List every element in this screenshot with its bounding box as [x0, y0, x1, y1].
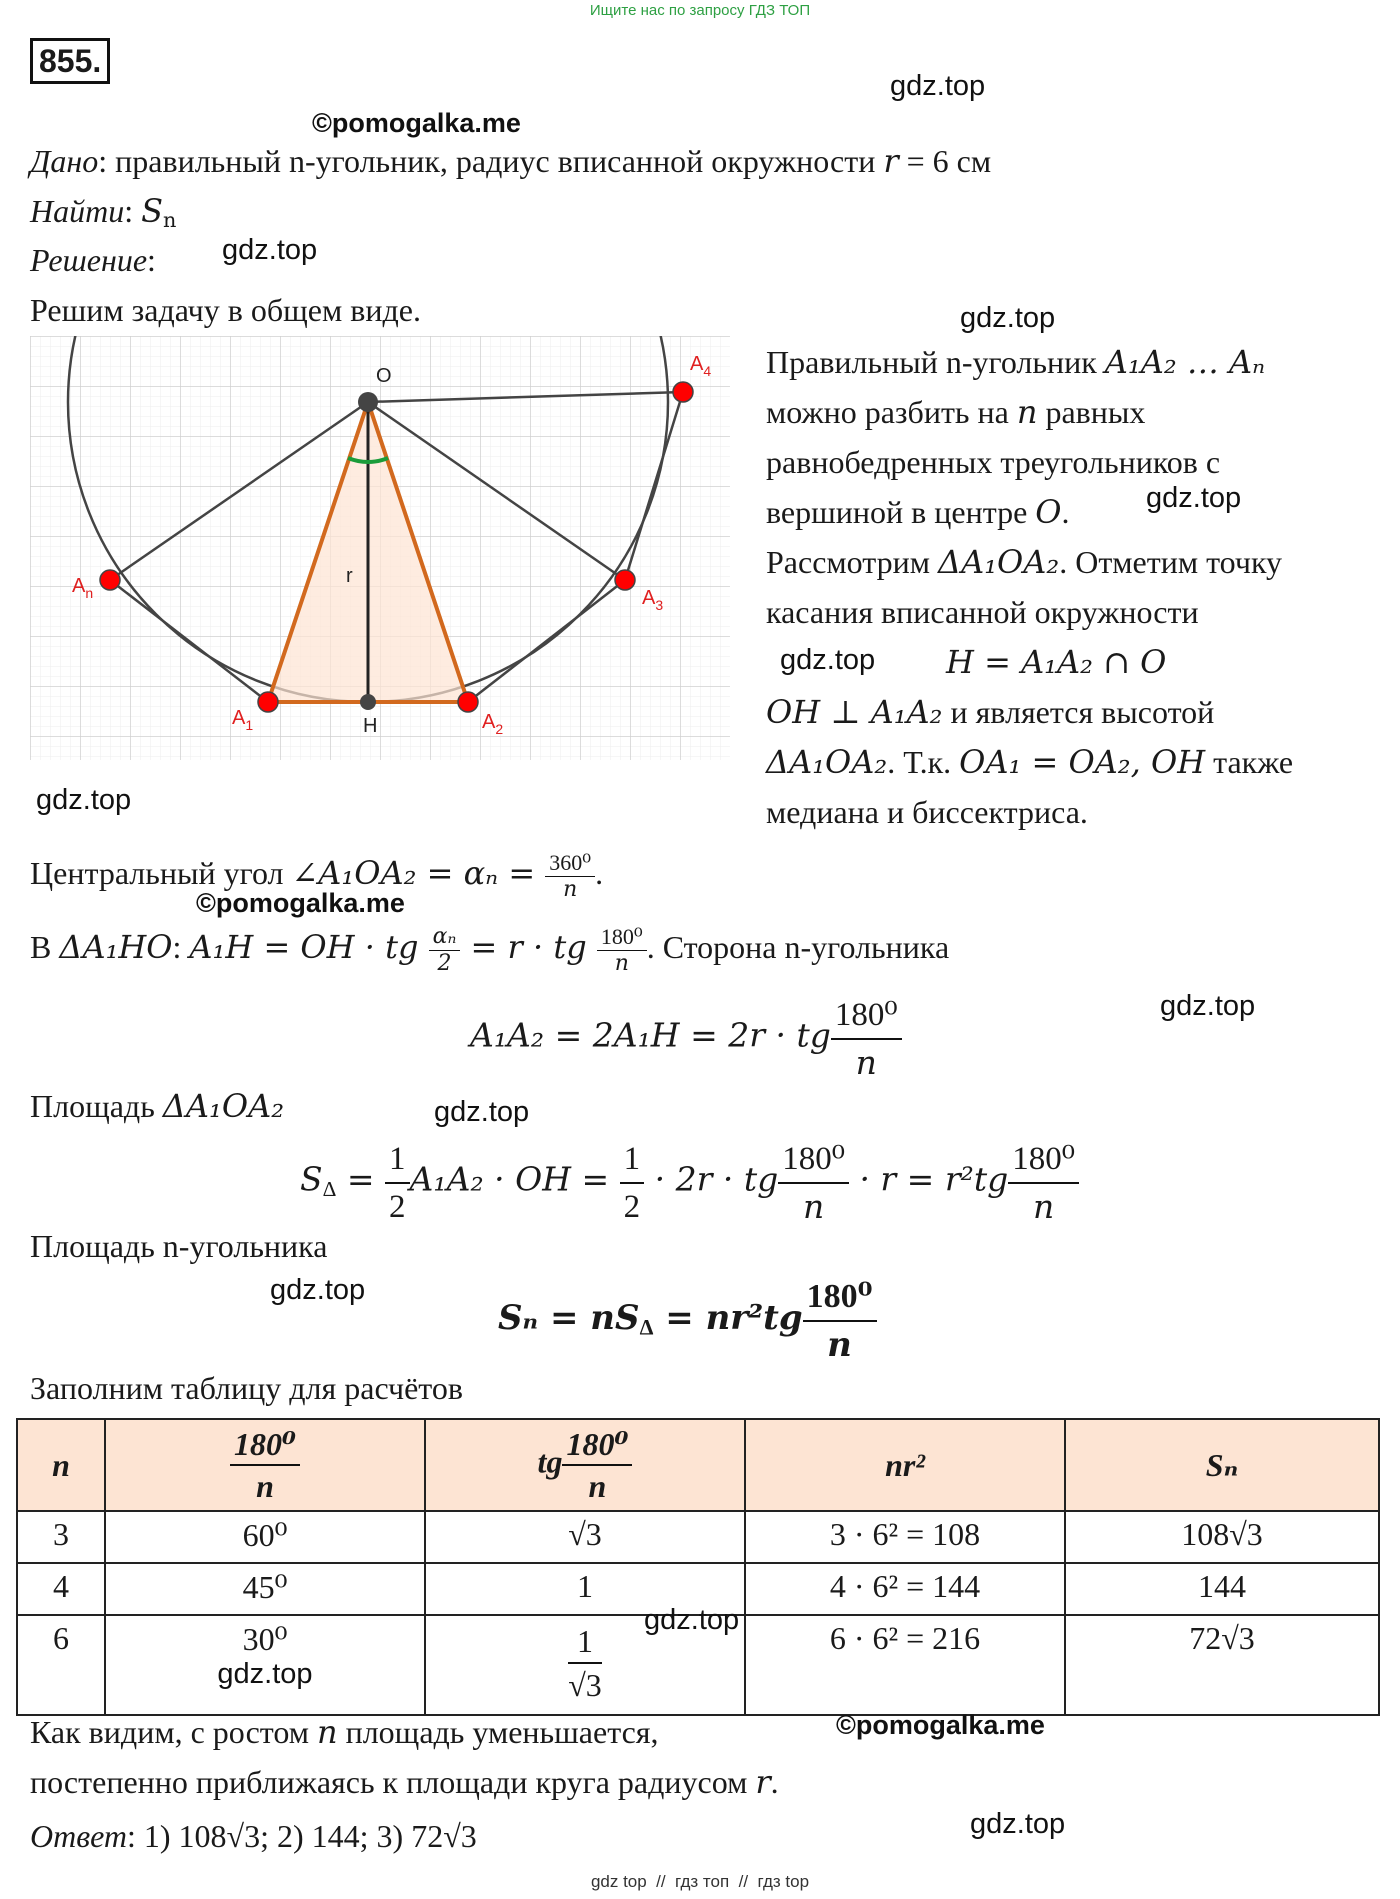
label-A4: $A_4$: [690, 353, 712, 379]
conclusion-line-2: постепенно приближаясь к площади круга радиусом r.: [30, 1763, 779, 1801]
cell-n: 4: [17, 1563, 105, 1615]
table-intro: Заполним таблицу для расчётов: [30, 1370, 463, 1406]
cell-n: 6: [17, 1615, 105, 1715]
area-triangle-formula: $S_\Delta$ = $\frac{1}{2}$ A₁A₂ · OH = $\frac{1}{2}$ · 2r · tg $\frac{\text{180⁰}}{n}$ · r = r²tg $\frac{\text{180⁰}}{n}$: [300, 1136, 1079, 1230]
area-ngon-formula: $S_n = nS_\Delta = nr^2tg$ $\frac{\text{180⁰}}{n}$: [498, 1274, 877, 1368]
header-angle: $\frac{\text{180⁰}}{n}$: [105, 1419, 425, 1511]
cell-tg: $\frac{1}{√3}$: [425, 1615, 745, 1715]
watermark-pomogalka: ©pomogalka.me: [836, 1710, 1045, 1740]
cell-nr2: 6 · 6² = 216: [745, 1615, 1065, 1715]
label-A2: $A_2$: [482, 711, 504, 737]
watermark-gdz: gdz.top: [960, 302, 1056, 334]
problem-number: 855.: [30, 38, 110, 84]
cell-nr2: 4 · 6² = 144: [745, 1563, 1065, 1615]
header-tg: tg $\frac{\text{180⁰}}{n}$: [425, 1419, 745, 1511]
header-n: n: [17, 1419, 105, 1511]
point-H: [360, 694, 376, 710]
top-banner[interactable]: Ищите нас по запросу ГДЗ ТОП: [589, 2, 811, 19]
label-A3: $A_3$: [642, 587, 664, 613]
watermark-pomogalka: ©pomogalka.me: [196, 888, 405, 918]
watermark-pomogalka: ©pomogalka.me: [312, 108, 521, 138]
find-line: Найти: $S_n$: [30, 192, 177, 233]
cell-angle: 45⁰: [105, 1563, 425, 1615]
point-An: [100, 570, 120, 590]
cell-tg: √3: [425, 1511, 745, 1563]
point-A2: [458, 692, 478, 712]
cell-angle: 30⁰ gdz.top: [105, 1615, 425, 1715]
half-side-line: В ΔA₁HO: A₁H = OH · tg $\frac{\text{αₙ}}{2}$ = r · tg $\frac{\text{180⁰}}{n}$ . Сторона n-угольника: [30, 924, 950, 976]
answer-line: Ответ: 1) 108√3; 2) 144; 3) 72√3: [30, 1818, 477, 1854]
point-A3: [615, 570, 635, 590]
side-formula: A₁A₂ = 2A₁H = 2r · tg $\frac{\text{180⁰}}{n}$: [470, 992, 902, 1086]
watermark-gdz: gdz.top: [780, 644, 876, 676]
point-O: [358, 392, 378, 412]
cell-Sn: 108√3: [1065, 1511, 1379, 1563]
watermark-gdz: gdz.top: [890, 70, 986, 102]
polygon-diagram: [30, 336, 730, 760]
conclusion-line-1: Как видим, с ростом n площадь уменьшается,: [30, 1713, 659, 1751]
watermark-gdz: gdz.top: [270, 1274, 366, 1306]
watermark-gdz: gdz.top: [644, 1604, 740, 1636]
central-angle-line: Центральный угол ∠A₁OA₂ = αₙ = $\frac{\text{360⁰}}{n}$ .: [30, 850, 604, 902]
watermark-gdz: gdz.top: [1160, 990, 1256, 1022]
cell-n: 3: [17, 1511, 105, 1563]
header-nr2: nr²: [745, 1419, 1065, 1511]
table-row: [17, 1511, 1379, 1563]
watermark-gdz: gdz.top: [1146, 482, 1242, 514]
cell-Sn: 72√3: [1065, 1615, 1379, 1715]
cell-nr2: 3 · 6² = 108: [745, 1511, 1065, 1563]
cell-tg: 1: [425, 1563, 745, 1615]
label-O: O: [376, 365, 392, 387]
watermark-gdz: gdz.top: [36, 784, 132, 816]
side-text: Правильный n-угольник A₁A₂ … Aₙ можно разбить на n равных равнобедренных треугольников с вершиной в центре O. Рассмотрим ΔA₁OA₂. Отметим точку касания вписанной окружности H = A₁A₂ ∩ O OH ⊥ A₁A₂ и является высотой ΔA₁OA₂. Т.к. OA₁ = OA₂, OH также медиана и биссектриса.: [766, 343, 1294, 830]
label-r: r: [346, 565, 353, 587]
given-line: Дано: правильный n-угольник, радиус вписанной окружности r = 6 см: [30, 142, 992, 180]
label-A1: $A_1$: [232, 707, 254, 733]
header-Sn: Sₙ: [1065, 1419, 1379, 1511]
label-H: H: [363, 715, 378, 737]
cell-Sn: 144: [1065, 1563, 1379, 1615]
general-line: Решим задачу в общем виде.: [30, 292, 421, 328]
area-ngon-label: Площадь n-угольника: [30, 1228, 328, 1264]
point-A1: [258, 692, 278, 712]
point-A4: [673, 382, 693, 402]
calculation-table: [16, 1418, 1380, 1716]
watermark-gdz: gdz.top: [434, 1096, 530, 1128]
cell-angle: 60⁰: [105, 1511, 425, 1563]
watermark-gdz: gdz.top: [217, 1658, 313, 1690]
watermark-gdz: gdz.top: [222, 234, 318, 266]
watermark-gdz: gdz.top: [970, 1808, 1066, 1840]
label-An: $A_n$: [72, 575, 94, 601]
footer-links[interactable]: gdz top // гдз топ // гдз top: [590, 1872, 810, 1891]
solution-label: Решение:: [30, 242, 156, 278]
area-triangle-label: Площадь ΔA₁OA₂: [30, 1087, 285, 1125]
